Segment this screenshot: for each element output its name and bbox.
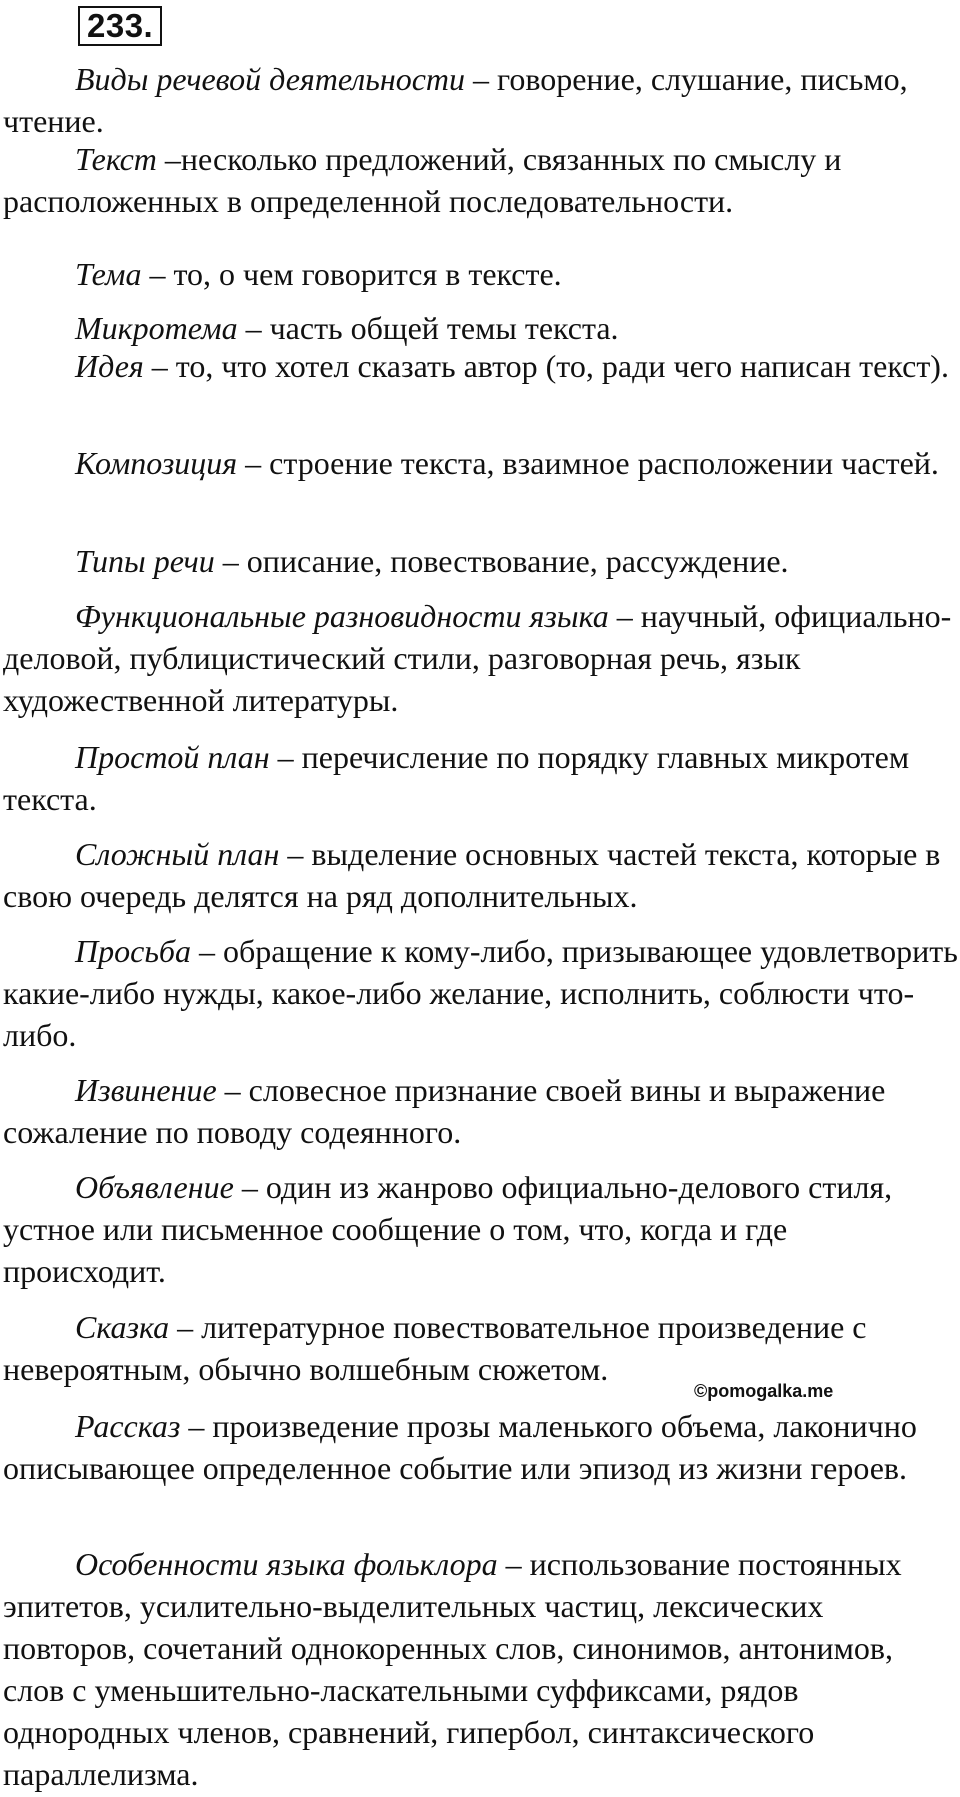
term-separator: –: [141, 256, 174, 292]
term-definition: словесное признание своей вины и выражение сожаление по поводу содеянного.: [3, 1072, 886, 1150]
term-ideya: [3, 345, 958, 387]
term-definition: то, что хотел сказать автор (то, ради чего написан текст).: [175, 348, 949, 384]
term-definition: часть общей темы текста.: [269, 310, 619, 346]
term-vidy-rechevoy-deyatelnosti: [3, 58, 958, 142]
term-name: Особенности языка фольклора: [75, 1546, 498, 1582]
term-separator: –: [169, 1309, 202, 1345]
term-prosba: [3, 930, 958, 1056]
term-name: Виды речевой деятельности: [75, 61, 465, 97]
term-definition: использование постоянных эпитетов, усилительно-выделительных частиц, лексических повторов, сочетаний однокоренных слов, синонимов, антонимов, слов с уменьшительно-ласкательными суффиксами, рядов однородных членов, сравнений, гипербол, синтаксического параллелизма.: [3, 1546, 902, 1792]
term-definition: научный, официально-деловой, публицистический стили, разговорная речь, язык художественной литературы.: [3, 598, 952, 718]
term-separator: –: [237, 445, 270, 481]
term-definition: несколько предложений, связанных по смыслу и расположенных в определенной последовательности.: [3, 141, 842, 219]
term-separator: –: [190, 933, 223, 969]
term-separator: –: [143, 348, 176, 384]
term-name: Типы речи: [75, 543, 215, 579]
term-rasskaz: [3, 1405, 958, 1489]
term-izvinenie: [3, 1069, 958, 1153]
term-name: Объявление: [75, 1169, 234, 1205]
term-name: Текст: [75, 141, 157, 177]
term-definition: говорение, слушание, письмо, чтение.: [3, 61, 908, 139]
term-funkcionalnye-raznovidnosti: [3, 595, 958, 721]
term-definition: произведение прозы маленького объема, лаконично описывающее определенное событие или эпизод из жизни героев.: [3, 1408, 917, 1486]
term-tekst: [3, 138, 958, 222]
term-name: Идея: [75, 348, 144, 384]
term-separator: –: [216, 1072, 249, 1108]
term-definition: описание, повествование, рассуждение.: [246, 543, 789, 579]
term-name: Микротема: [75, 310, 238, 346]
term-separator: –: [269, 739, 302, 775]
term-separator: –: [180, 1408, 213, 1444]
term-separator: –: [608, 598, 641, 634]
term-name: Просьба: [75, 933, 191, 969]
term-separator: –: [237, 310, 270, 346]
term-name: Простой план: [75, 739, 270, 775]
term-slozhnyy-plan: [3, 833, 958, 917]
term-skazka: [3, 1306, 958, 1390]
term-prostoy-plan: [3, 736, 958, 820]
term-name: Сказка: [75, 1309, 170, 1345]
term-name: Тема: [75, 256, 142, 292]
term-separator: –: [497, 1546, 530, 1582]
term-separator: –: [279, 836, 312, 872]
term-name: Сложный план: [75, 836, 280, 872]
term-separator: –: [156, 141, 181, 177]
term-tipy-rechi: [3, 540, 958, 582]
term-tema: [3, 253, 958, 295]
term-definition: перечисление по порядку главных микротем текста.: [3, 739, 910, 817]
term-name: Извинение: [75, 1072, 217, 1108]
task-number-box: 233.: [78, 6, 162, 46]
term-separator: –: [465, 61, 497, 97]
term-separator: –: [214, 543, 247, 579]
term-definition: выделение основных частей текста, которые в свою очередь делятся на ряд дополнительных.: [3, 836, 941, 914]
term-definition: строение текста, взаимное расположении частей.: [269, 445, 939, 481]
term-definition: то, о чем говорится в тексте.: [173, 256, 562, 292]
term-mikrotema: [3, 307, 958, 349]
term-separator: –: [233, 1169, 266, 1205]
term-name: Рассказ: [75, 1408, 181, 1444]
term-osobennosti-yazyka-folklora: [3, 1543, 958, 1795]
term-kompoziciya: [3, 442, 958, 484]
site-watermark: ©pomogalka.me: [694, 1381, 834, 1401]
term-name: Композиция: [75, 445, 238, 481]
term-obyavlenie: [3, 1166, 958, 1292]
term-definition: один из жанрово официально-делового стиля, устное или письменное сообщение о том, что, когда и где происходит.: [3, 1169, 893, 1289]
term-definition: литературное повествовательное произведение с невероятным, обычно волшебным сюжетом.: [3, 1309, 867, 1387]
term-name: Функциональные разновидности языка: [75, 598, 609, 634]
term-definition: обращение к кому-либо, призывающее удовлетворить какие-либо нужды, какое-либо желание, исполнить, соблюсти что-либо.: [3, 933, 958, 1053]
